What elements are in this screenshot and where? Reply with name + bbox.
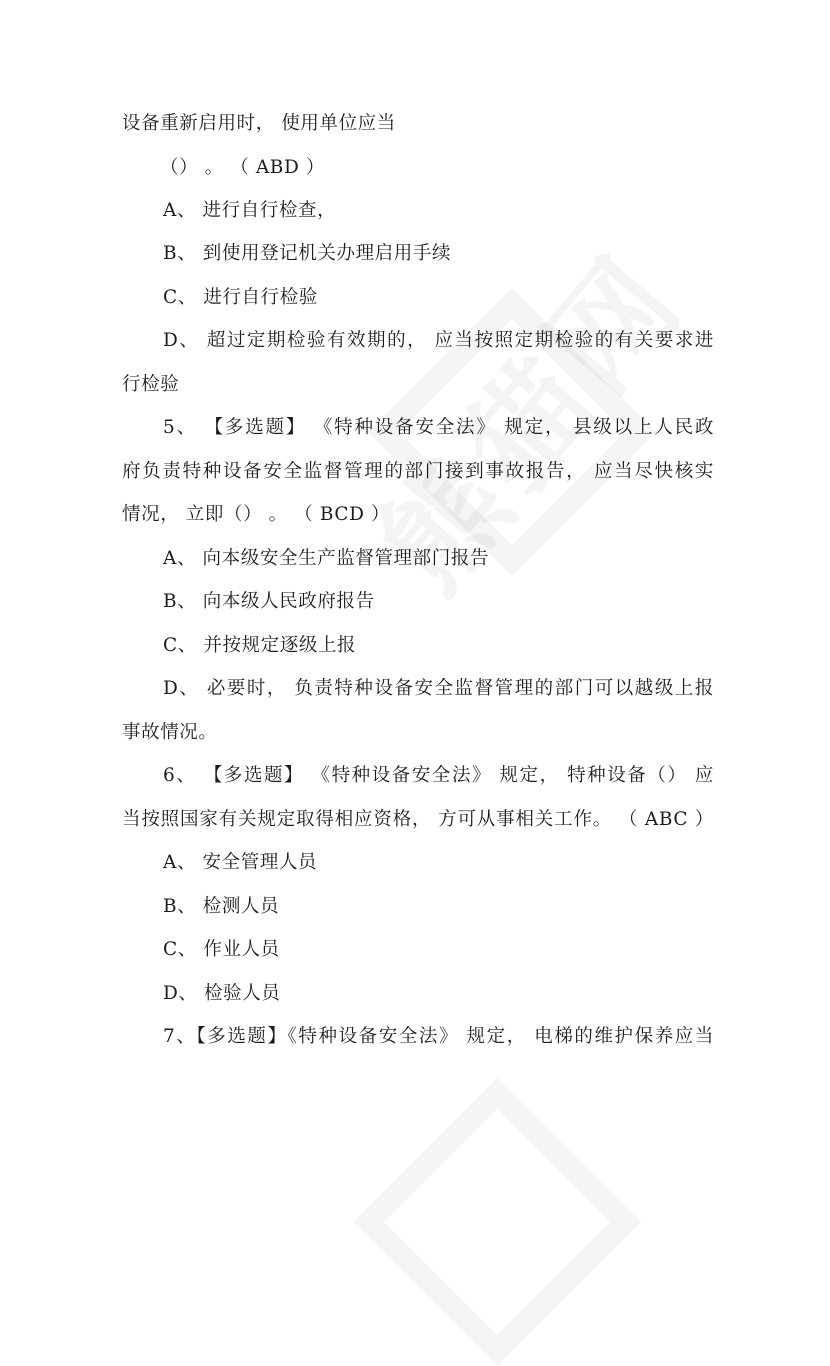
option-label: C、 <box>163 635 197 656</box>
question-6-line-1: 6、 【多选题】 《特种设备安全法》 规定， 特种设备（） 应 <box>163 765 714 786</box>
option-text: 作业人员 <box>203 939 280 960</box>
option-label: C、 <box>163 939 197 960</box>
watermark-shape-bottom <box>353 1078 641 1366</box>
q4-option-a <box>163 199 714 223</box>
option-text: 并按规定逐级上报 <box>203 635 357 656</box>
option-text: 检验人员 <box>204 983 281 1004</box>
option-text: 检测人员 <box>202 896 280 917</box>
q6-option-b <box>163 895 714 919</box>
q4-option-d-continued: 行检验 <box>122 374 180 395</box>
question-5-line-3: 情况， 立即（） 。 （ BCD ） <box>122 504 391 525</box>
option-label: B、 <box>163 896 197 917</box>
question-5-line-1: 5、 【多选题】 《特种设备安全法》 规定， 县级以上人民政 <box>163 417 714 438</box>
question-7-line-1: 7、【多选题】《特种设备安全法》 规定， 电梯的维护保养应当 <box>163 1026 714 1047</box>
q4-option-c <box>163 286 714 310</box>
q4-option-b <box>163 242 714 266</box>
option-text: 超过定期检验有效期的， 应当按照定期检验的有关要求进 <box>206 330 714 351</box>
q5-option-b <box>163 590 714 614</box>
option-label: A、 <box>163 852 197 873</box>
question-5-line-2: 府负责特种设备安全监督管理的部门接到事故报告， 应当尽快核实 <box>122 461 714 482</box>
option-label: D、 <box>163 330 200 351</box>
option-label: D、 <box>163 678 200 699</box>
option-label: A、 <box>163 200 197 221</box>
question-6-line-2: 当按照国家有关规定取得相应资格， 方可从事相关工作。 （ ABC ） <box>122 809 714 830</box>
option-label: B、 <box>163 591 197 612</box>
option-label: A、 <box>163 548 197 569</box>
q5-option-d-continued: 事故情况。 <box>122 722 218 743</box>
option-text: 必要时， 负责特种设备安全监督管理的部门可以越级上报 <box>206 678 714 699</box>
option-text: 安全管理人员 <box>202 852 318 873</box>
q6-option-a <box>163 851 714 875</box>
option-label: B、 <box>163 243 197 264</box>
q5-option-a <box>163 547 714 571</box>
option-text: 到使用登记机关办理启用手续 <box>202 243 452 264</box>
q6-option-c <box>163 938 714 962</box>
option-label: C、 <box>163 287 197 308</box>
option-text: 向本级人民政府报告 <box>202 591 375 612</box>
q4-option-d <box>163 329 714 353</box>
q5-option-c <box>163 634 714 658</box>
q6-option-d <box>163 982 714 1006</box>
option-label: D、 <box>163 983 198 1004</box>
question-4-text-end: 设备重新启用时， 使用单位应当 <box>122 113 396 134</box>
option-text: 向本级安全生产监督管理部门报告 <box>202 548 490 569</box>
q5-option-d <box>163 677 714 701</box>
question-4-answer: （） 。 （ ABD ） <box>160 157 326 178</box>
option-text: 进行自行检查， <box>202 200 337 221</box>
option-text: 进行自行检验 <box>203 287 318 308</box>
